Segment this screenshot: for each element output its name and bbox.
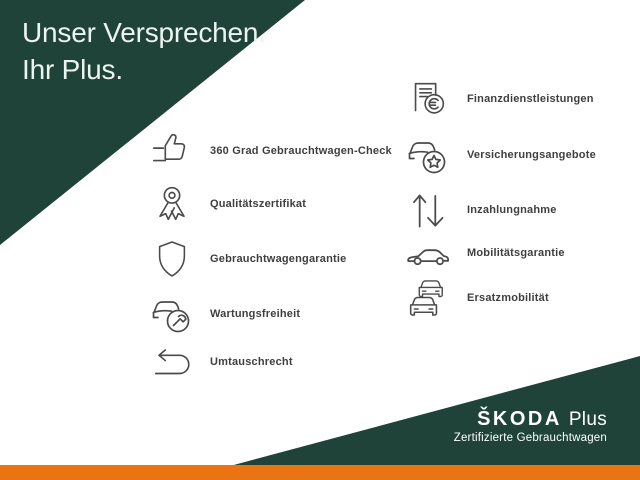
- brand-wordmark: ŠKODA: [477, 408, 562, 430]
- car-wrench-icon: [146, 288, 198, 340]
- benefit-item: [146, 178, 306, 230]
- award-ribbon-icon: [146, 178, 198, 230]
- benefit-label: Umtauschrecht: [210, 356, 293, 368]
- benefit-label: Versicherungsangebote: [467, 149, 596, 161]
- thumbs-up-icon: [146, 125, 198, 177]
- skoda-plus-logo: [454, 408, 607, 444]
- benefit-label: 360 Grad Gebrauchtwagen-Check: [210, 145, 392, 157]
- benefit-item: [402, 129, 596, 181]
- benefit-item: [146, 288, 300, 340]
- benefit-item: [146, 233, 346, 285]
- headline: [22, 14, 266, 88]
- return-arrow-icon: [146, 336, 198, 388]
- brand-tagline: Zertifizierte Gebrauchtwagen: [453, 432, 607, 444]
- document-euro-icon: [402, 73, 454, 125]
- headline-line2: Ihr Plus.: [22, 54, 123, 85]
- benefit-label: Gebrauchtwagengarantie: [210, 253, 347, 265]
- benefit-label: Finanzdienstleistungen: [467, 93, 594, 105]
- benefit-label: Qualitätszertifikat: [210, 198, 307, 210]
- benefit-label: Ersatzmobilität: [467, 292, 549, 304]
- two-cars-icon: [402, 272, 454, 324]
- benefit-label: Mobilitätsgarantie: [467, 247, 565, 259]
- benefit-label: Inzahlungnahme: [467, 204, 557, 216]
- headline-line1: Unser Versprechen.: [22, 17, 266, 48]
- brand-suffix: Plus: [568, 409, 607, 430]
- benefit-item: [146, 336, 293, 388]
- benefit-label: Wartungsfreiheit: [210, 308, 301, 320]
- benefit-item: [146, 125, 392, 177]
- shield-icon: [146, 233, 198, 285]
- benefit-item: [402, 272, 549, 324]
- car-star-icon: [402, 129, 454, 181]
- benefit-item: [402, 73, 594, 125]
- bottom-orange-stripe: [0, 465, 640, 480]
